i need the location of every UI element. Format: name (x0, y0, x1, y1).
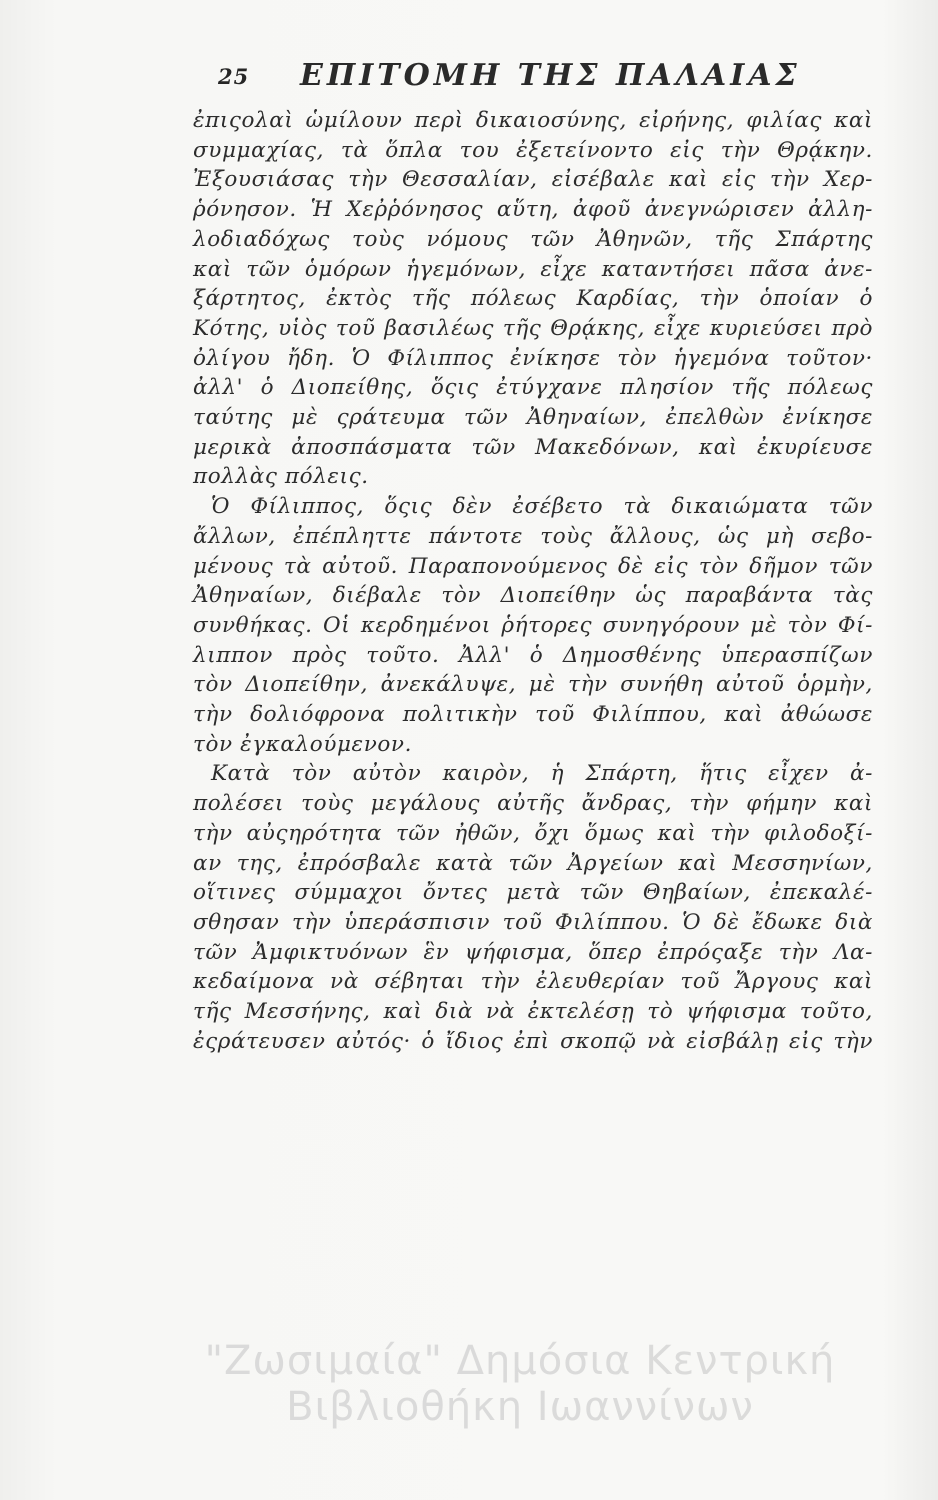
text-line: ταύτης μὲ ςράτευμα τῶν Ἀθηναίων, ἐπελθὼν ἐνίκησε (193, 405, 873, 431)
text-line: ὀλίγου ἤδη. Ὁ Φίλιππος ἐνίκησε τὸν ἡγεμόνα τοῦτον· (193, 345, 873, 371)
text-line: τὸν Διοπείθην, ἀνεκάλυψε, μὲ τὴν συνήθη αὐτοῦ ὁρμὴν, (193, 672, 873, 698)
text-line: Κατὰ τὸν αὐτὸν καιρὸν, ἡ Σπάρτη, ἥτις εἶχεν ἀ- (211, 761, 873, 787)
text-line: ξάρτητος, ἐκτὸς τῆς πόλεως Καρδίας, τὴν ὁποίαν ὁ (193, 286, 873, 312)
text-line: τὴν αὐςηρότητα τῶν ἠθῶν, ὄχι ὅμως καὶ τὴν φιλοδοξί- (193, 820, 873, 846)
library-watermark-line-1: "Ζωσιμαία" Δημόσια Κεντρική (204, 1338, 836, 1384)
text-line: κεδαίμονα νὰ σέβηται τὴν ἐλευθερίαν τοῦ Ἄργους καὶ (193, 969, 873, 995)
text-line: λοδιαδόχως τοὺς νόμους τῶν Ἀθηνῶν, τῆς Σπάρτης (193, 226, 873, 252)
text-line: σθησαν τὴν ὑπεράσπισιν τοῦ Φιλίππου. Ὁ δὲ ἔδωκε διὰ (193, 909, 873, 935)
text-line: πολέσει τοὺς μεγάλους αὐτῆς ἄνδρας, τὴν φήμην καὶ (193, 791, 873, 817)
running-title: ΕΠΙΤΟΜΗ ΤΗΣ ΠΑΛΑΙΑΣ (300, 58, 801, 93)
text-line: τῆς Μεσσήνης, καὶ διὰ νὰ ἐκτελέσῃ τὸ ψήφισμα τοῦτο, (193, 999, 873, 1025)
page-header (192, 52, 892, 100)
body-text (193, 106, 873, 1057)
text-line: συνθήκας. Οἱ κερδημένοι ῥήτορες συνηγόρουν μὲ τὸν Φί- (193, 612, 873, 638)
text-line: ἄλλων, ἐπέπληττε πάντοτε τοὺς ἄλλους, ὡς μὴ σεβο- (193, 523, 873, 549)
text-line: τὸν ἐγκαλούμενον. (193, 731, 413, 757)
text-line: Ἀθηναίων, διέβαλε τὸν Διοπείθην ὡς παραβάντα τὰς (193, 583, 873, 609)
text-line: πολλὰς πόλεις. (193, 464, 369, 490)
text-line: ἐςράτευσεν αὐτός· ὁ ἴδιος ἐπὶ σκοπῷ νὰ εἰσβάλῃ εἰς τὴν (193, 1028, 873, 1054)
text-line: τῶν Ἀμφικτυόνων ἓν ψήφισμα, ὅπερ ἐπρόςαξε τὴν Λα- (193, 939, 873, 965)
text-line: συμμαχίας, τὰ ὅπλα του ἐξετείνοντο εἰς τὴν Θρᾴκην. (193, 137, 873, 163)
text-line: καὶ τῶν ὁμόρων ἡγεμόνων, εἶχε καταντήσει πᾶσα ἀνε- (193, 256, 873, 282)
text-line: ῥόνησον. Ἡ Χεῤῥόνησος αὕτη, ἀφοῦ ἀνεγνώρισεν ἀλλη- (193, 197, 873, 223)
text-line: λιππον πρὸς τοῦτο. Ἀλλ' ὁ Δημοσθένης ὑπερασπίζων (193, 642, 873, 668)
text-line: Ἐξουσιάσας τὴν Θεσσαλίαν, εἰσέβαλε καὶ εἰς τὴν Χερ- (193, 167, 873, 193)
library-watermark-line-2: Βιβλιοθήκη Ιωαννίνων (286, 1384, 754, 1430)
text-line: Κότης, υἱὸς τοῦ βασιλέως τῆς Θρᾴκης, εἶχε κυριεύσει πρὸ (193, 315, 873, 341)
text-line: μερικὰ ἀποσπάσματα τῶν Μακεδόνων, καὶ ἐκυρίευσε (193, 434, 873, 460)
text-line: Ὁ Φίλιππος, ὅςις δὲν ἐσέβετο τὰ δικαιώματα τῶν (211, 494, 873, 520)
text-line: αν της, ἐπρόσβαλε κατὰ τῶν Ἀργείων καὶ Μεσσηνίων, (193, 850, 873, 876)
text-line: ἐπιςολαὶ ὡμίλουν περὶ δικαιοσύνης, εἰρήνης, φιλίας καὶ (193, 108, 873, 133)
text-line: οἵτινες σύμμαχοι ὄντες μετὰ τῶν Θηβαίων, ἐπεκαλέ- (193, 880, 873, 906)
text-line: μένους τὰ αὐτοῦ. Παραπονούμενος δὲ εἰς τὸν δῆμον τῶν (193, 553, 873, 579)
page-number: 25 (218, 64, 250, 89)
text-line: ἀλλ' ὁ Διοπείθης, ὅςις ἐτύγχανε πλησίον τῆς πόλεως (193, 375, 873, 401)
text-line: τὴν δολιόφρονα πολιτικὴν τοῦ Φιλίππου, καὶ ἀθώωσε (193, 702, 873, 728)
